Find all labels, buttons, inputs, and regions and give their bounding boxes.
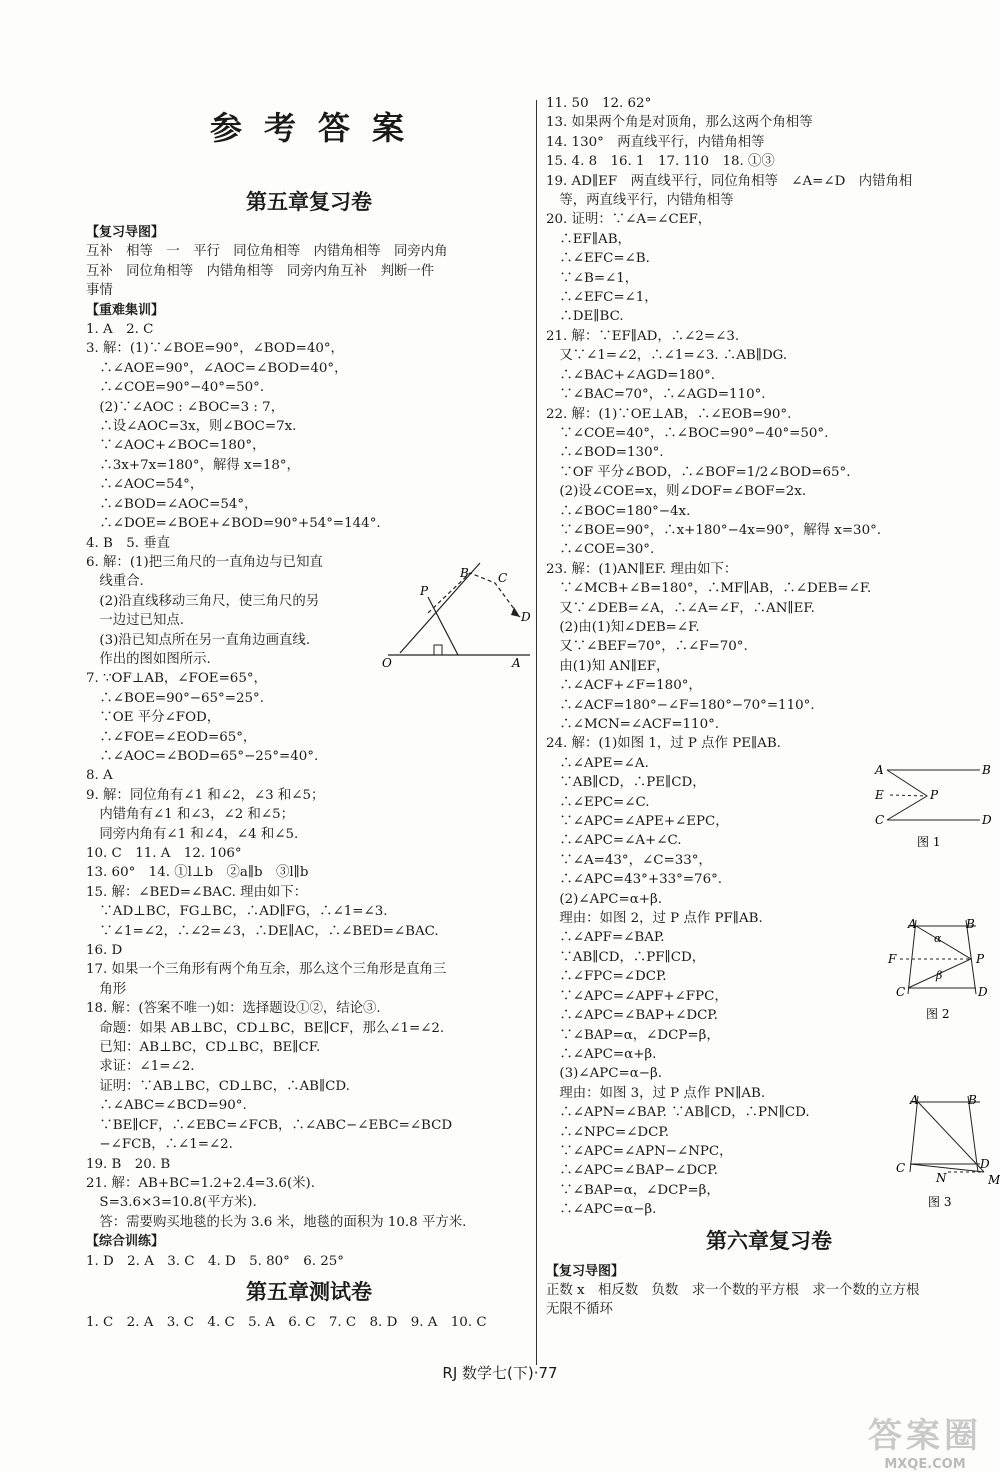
answer-line: 7. ∵OF⊥AB，∠FOE=65°， (86, 671, 267, 687)
answer-line: ∵∠APC=∠APF+∠FPC， (546, 988, 728, 1004)
answer-line: 事情 (86, 283, 113, 299)
answer-line: 9. 解：同位角有∠1 和∠2，∠3 和∠5； (86, 787, 325, 803)
answer-line: 同旁内角有∠1 和∠4，∠4 和∠5. (86, 826, 299, 842)
answer-line: 互补 同位角相等 内错角相等 同旁内角互补 判断一件 (86, 263, 435, 279)
fig1-caption: 图 1 (917, 835, 941, 849)
answer-line: ∵∠BAP=α，∠DCP=β， (546, 1027, 720, 1043)
q6-label-b: B (460, 566, 469, 580)
answer-line: ∵∠A=43°，∠C=33°， (546, 852, 712, 868)
answer-line: ∴∠AOE=90°，∠AOC=∠BOD=40°， (86, 360, 348, 376)
chapter-title: 第六章复习卷 (706, 1228, 832, 1253)
answer-line: ∴∠APF=∠BAP. (546, 930, 665, 946)
q6-label-a: A (512, 656, 521, 670)
answer-line: ∵∠1=∠2，∴∠2=∠3，∴DE∥AC，∴∠BED=∠BAC. (86, 923, 439, 939)
answer-line: ∴∠APC=43°+33°=76°. (546, 872, 723, 888)
answer-line: ∵∠BAP=α，∠DCP=β， (546, 1182, 720, 1198)
fig1-label-a: A (875, 763, 884, 777)
left-answer-lines (86, 181, 532, 1332)
answer-line: ∴∠APC=∠BAP−∠DCP. (546, 1163, 718, 1179)
fig3-caption: 图 3 (928, 1195, 952, 1209)
fig1-label-c: C (875, 813, 885, 827)
answer-line: ∵∠BAC=70°，∴∠AGD=110°. (546, 387, 766, 403)
left-column (86, 105, 532, 1332)
answer-line: 21. 解：AB+BC=1.2+2.4=3.6(米). (86, 1175, 316, 1191)
answer-line: ∴∠NPC=∠DCP. (546, 1124, 669, 1140)
answer-line: ∴∠ABC=∠BCD=90°. (86, 1098, 247, 1114)
answer-line: 内错角有∠1 和∠3，∠2 和∠5； (86, 807, 294, 823)
answer-line: 理由：如图 3，过 P 点作 PN∥AB. (546, 1085, 766, 1101)
answer-line: 22. 解：(1)∵OE⊥AB，∴∠EOB=90°. (546, 406, 792, 422)
answer-line: (2)设∠COE=x，则∠DOF=∠BOF=2x. (546, 484, 807, 500)
fig3-label-a: A (910, 1093, 919, 1107)
fig1-label-d: D (982, 813, 992, 827)
fig3-label-n: N (936, 1171, 947, 1185)
page-title: 参考答案 (209, 109, 426, 147)
answer-line: 又∵∠DEB=∠A，∴∠A=∠F，∴AN∥EF. (546, 600, 815, 616)
figure-2 (886, 916, 996, 1022)
fig2-label-d: D (978, 985, 988, 999)
answer-line: ∴∠APC=α+β. (546, 1046, 657, 1062)
answer-line: 互补 相等 一 平行 同位角相等 内错角相等 同旁内角 (86, 244, 448, 260)
answer-line: ∵∠APC=∠APE+∠EPC， (546, 814, 729, 830)
answer-line: 8. A (86, 768, 113, 784)
answer-line: ∴3x+7x=180°，解得 x=18°， (86, 457, 300, 473)
watermark-url: MXQE.COM (884, 1457, 966, 1472)
answer-line: ∴∠APC=α−β. (546, 1202, 657, 1218)
answer-line: 证明：∵AB⊥BC，CD⊥BC，∴AB∥CD. (86, 1078, 350, 1094)
fig1-label-b: B (982, 763, 991, 777)
answer-line: ∵AD⊥BC，FG⊥BC，∴AD∥FG，∴∠1=∠3. (86, 904, 388, 920)
answer-line: ∵BE∥CF，∴∠EBC=∠FCB，∴∠ABC−∠EBC=∠BCD (86, 1117, 453, 1133)
answer-line: 18. 解：(答案不唯一)如：选择题设①②，结论③. (86, 1001, 381, 1017)
answer-line: 19. B 20. B (86, 1156, 171, 1172)
section-heading: 【重难集训】 (86, 302, 165, 318)
answer-line: 1. C 2. A 3. C 4. C 5. A 6. C 7. C 8. D 9. A 10. C (86, 1314, 487, 1330)
answer-line: ∴∠ACF=180°−∠F=180°−70°=110°. (546, 697, 815, 713)
answer-line: ∴∠BOD=130°. (546, 445, 664, 461)
answer-line: ∴DE∥BC. (546, 309, 624, 325)
fig3-label-b: B (968, 1093, 977, 1107)
answer-line: 角形 (86, 981, 127, 997)
answer-line: 19. AD∥EF 两直线平行，同位角相等 ∠A=∠D 内错角相 (546, 173, 913, 189)
fig3-label-d: D (980, 1157, 990, 1171)
answer-line: 命题：如果 AB⊥BC，CD⊥BC，BE∥CF，那么∠1=∠2. (86, 1020, 445, 1036)
page-footer: RJ 数学七(下)·77 (442, 1364, 558, 1382)
q6-label-c: C (498, 571, 508, 585)
fig2-label-beta: β (936, 969, 943, 982)
answer-line: ∴∠COE=90°−40°=50°. (86, 380, 265, 396)
answer-line: ∵∠B=∠1， (546, 270, 639, 286)
answer-line: ∴∠BOD=∠AOC=54°， (86, 496, 258, 512)
answer-line: 15. 4. 8 16. 1 17. 110 18. ①③ (546, 154, 775, 170)
answer-line: ∴∠AOC=∠BOD=65°−25°=40°. (86, 748, 319, 764)
fig2-label-b: B (966, 917, 975, 931)
answer-line: 6. 解：(1)把三角尺的一直角边与已知直 (86, 554, 323, 570)
answer-line: 1. A 2. C (86, 322, 154, 338)
answer-line: ∵∠AOC+∠BOC=180°， (86, 438, 266, 454)
answer-line: 答：需要购买地毯的长为 3.6 米，地毯的面积为 10.8 平方米. (86, 1214, 467, 1230)
fig1-label-p: P (930, 788, 939, 802)
answer-line: 正数 x 相反数 负数 求一个数的平方根 求一个数的立方根 (546, 1282, 920, 1298)
answer-line: 由(1)知 AN∥EF， (546, 658, 670, 674)
fig2-label-f: F (888, 952, 897, 966)
answer-line: 一边过已知点. (86, 613, 184, 629)
answer-line: (2)由(1)知∠DEB=∠F. (546, 619, 700, 635)
fig3-label-m: M (988, 1173, 1000, 1187)
watermark (868, 1408, 982, 1472)
answer-line: 17. 如果一个三角形有两个角互余，那么这个三角形是直角三 (86, 962, 447, 978)
answer-line: ∴∠APE=∠A. (546, 755, 649, 771)
column-divider (536, 100, 537, 1365)
answer-line: ∵∠APC=∠APN−∠NPC， (546, 1143, 733, 1159)
answer-line: −∠FCB，∴∠1=∠2. (86, 1137, 233, 1153)
answer-line: ∴∠EFC=∠B. (546, 251, 650, 267)
answer-line: 4. B 5. 垂直 (86, 535, 171, 551)
fig3-label-c: C (896, 1161, 906, 1175)
answer-line: 已知：AB⊥BC，CD⊥BC，BE∥CF. (86, 1040, 321, 1056)
answer-line: 又∵∠1=∠2，∴∠1=∠3. ∴AB∥DG. (546, 348, 788, 364)
answer-line: ∵∠MCB+∠B=180°，∴MF∥AB，∴∠DEB=∠F. (546, 581, 872, 597)
answer-line: ∴∠ACF+∠F=180°， (546, 678, 702, 694)
answer-line: ∴∠BAC+∠AGD=180°. (546, 367, 716, 383)
answer-line: (2)沿直线移动三角尺，使三角尺的另 (86, 593, 320, 609)
answer-line: 11. 50 12. 62° (546, 96, 652, 111)
section-heading: 【复习导图】 (86, 225, 165, 240)
answer-line: (3)∠APC=α−β. (546, 1066, 662, 1082)
answer-line: ∴∠APC=∠BAP+∠DCP. (546, 1008, 718, 1024)
answer-line: ∵OE 平分∠FOD， (86, 710, 221, 726)
q6-label-p: P (420, 584, 429, 598)
answer-line: 21. 解：∵EF∥AD，∴∠2=∠3. (546, 328, 740, 344)
figure-3 (888, 1092, 998, 1214)
answer-line: (2)∠APC=α+β. (546, 891, 662, 907)
answer-line: 3. 解：(1)∵∠BOE=90°，∠BOD=40°， (86, 341, 344, 357)
answer-line: 24. 解：(1)如图 1，过 P 点作 PE∥AB. (546, 736, 781, 752)
answer-line: 16. D (86, 943, 123, 959)
figure-1 (872, 762, 994, 854)
answer-line: 求证：∠1=∠2. (86, 1059, 195, 1075)
answer-line: ∴∠MCN=∠ACF=110°. (546, 717, 720, 732)
answer-line: 13. 如果两个角是对顶角，那么这两个角相等 (546, 115, 813, 131)
section-heading: 【复习导图】 (546, 1263, 625, 1279)
answer-line: ∵∠BOE=90°，∴x+180°−4x=90°，解得 x=30°. (546, 522, 882, 538)
answer-line: ∴∠FPC=∠DCP. (546, 969, 667, 985)
answer-line: (3)沿已知点所在另一直角边画直线. (86, 632, 311, 648)
fig2-label-alpha: α (934, 932, 942, 945)
answer-line: 10. C 11. A 12. 106° (86, 846, 242, 861)
answer-line: ∴∠FOE=∠EOD=65°， (86, 729, 257, 745)
answer-line: S=3.6×3=10.8(平方米). (86, 1195, 257, 1211)
answer-line: ∴设∠AOC=3x，则∠BOC=7x. (86, 419, 297, 435)
fig1-label-e: E (875, 788, 884, 802)
answer-line: ∴∠EPC=∠C. (546, 794, 650, 810)
answer-line: 23. 解：(1)AN∥EF. 理由如下： (546, 561, 738, 577)
answer-line: 14. 130° 两直线平行，内错角相等 (546, 134, 765, 150)
q6-label-d: D (521, 610, 531, 624)
answer-line: 理由：如图 2，过 P 点作 PF∥AB. (546, 911, 763, 927)
chapter-title: 第五章测试卷 (246, 1279, 372, 1304)
q6-label-o: O (382, 656, 392, 670)
answer-line: ∴∠DOE=∠BOE+∠BOD=90°+54°=144°. (86, 516, 381, 532)
answer-line: 又∵∠BEF=70°，∴∠F=70°. (546, 639, 748, 655)
answer-line: ∴∠EFC=∠1， (546, 290, 658, 306)
answer-line: 1. D 2. A 3. C 4. D 5. 80° 6. 25° (86, 1253, 345, 1269)
fig2-label-p: P (976, 952, 985, 966)
section-heading: 【综合训练】 (86, 1234, 165, 1250)
answer-line: 15. 解：∠BED=∠BAC. 理由如下： (86, 884, 308, 900)
answer-line: ∴EF∥AB， (546, 231, 631, 247)
answer-line: ∴∠AOC=54°， (86, 477, 204, 493)
answer-line: ∵AB∥CD，∴PE∥CD， (546, 775, 706, 791)
answer-line: 线重合. (86, 574, 144, 590)
answer-line: ∵∠COE=40°，∴∠BOC=90°−40°=50°. (546, 425, 829, 441)
fig2-label-c: C (896, 985, 906, 999)
fig2-label-a: A (908, 917, 917, 931)
answer-line: ∵AB∥CD，∴PF∥CD， (546, 949, 706, 965)
answer-line: 13. 60° 14. ①l⊥b ②a∥b ③l∥b (86, 865, 309, 881)
answer-line: ∴∠BOC=180°−4x. (546, 503, 691, 519)
answer-line: 作出的图如图所示. (86, 651, 211, 667)
answer-line: (2)∵∠AOC : ∠BOC=3 : 7， (86, 399, 285, 415)
answer-line: ∴∠BOE=90°−65°=25°. (86, 690, 264, 706)
answer-line: 无限不循环 (546, 1302, 613, 1318)
q6-figure (380, 555, 530, 670)
watermark-brand: 答案圈 (868, 1416, 982, 1456)
answer-line: 20. 证明：∵∠A=∠CEF， (546, 212, 712, 228)
answer-line: ∴∠APN=∠BAP. ∵AB∥CD，∴PN∥CD. (546, 1105, 810, 1121)
fig2-caption: 图 2 (926, 1007, 950, 1021)
answer-line: ∵OF 平分∠BOD，∴∠BOF=1/2∠BOD=65°. (546, 464, 851, 480)
answer-line: ∴∠APC=∠A+∠C. (546, 833, 682, 849)
answer-line: ∴∠COE=30°. (546, 542, 655, 558)
answer-line: 等，两直线平行，内错角相等 (546, 193, 734, 209)
chapter-title: 第五章复习卷 (246, 190, 372, 214)
